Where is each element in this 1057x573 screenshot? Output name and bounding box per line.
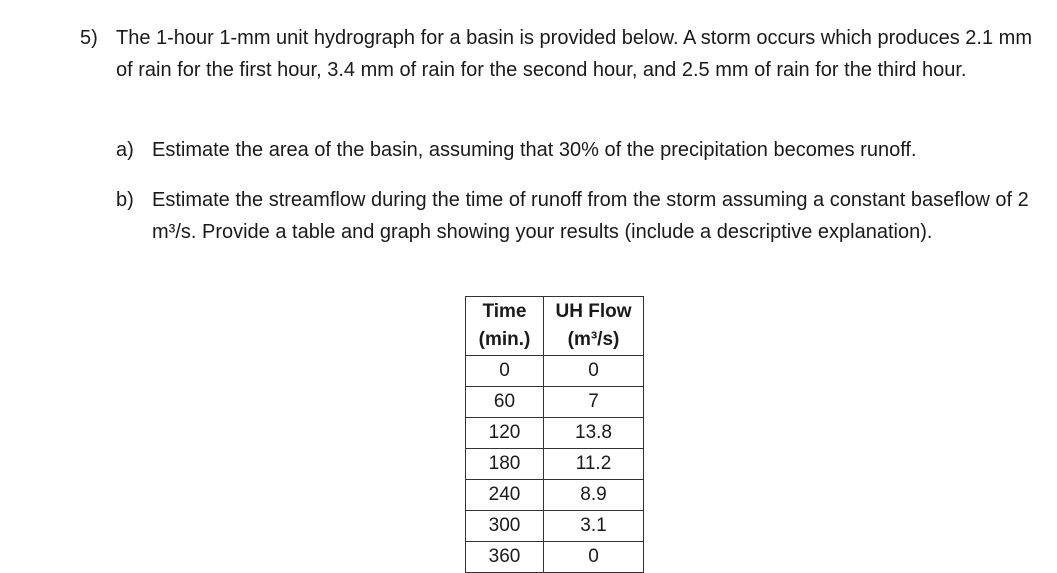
question-number: 5) [80,27,98,49]
table-row [466,449,644,480]
table-row [466,511,644,542]
table-row [466,480,644,511]
part-b [116,184,1036,248]
flow-cell: 11.2 [544,449,644,480]
part-a [116,134,1036,166]
flow-cell: 13.8 [544,418,644,449]
table-row [466,387,644,418]
header-time-title: Time [482,301,527,322]
part-a-text: Estimate the area of the basin, assuming that 30% of the precipitation becomes runoff. [152,139,917,161]
table-row [466,418,644,449]
time-cell: 60 [466,387,544,418]
time-cell: 0 [466,356,544,387]
header-time-unit: (min.) [478,329,531,350]
table-row [466,356,644,387]
part-b-label: b) [116,189,134,211]
unit-hydrograph-table [465,296,644,573]
flow-cell: 3.1 [544,511,644,542]
flow-cell: 0 [544,356,644,387]
flow-cell: 7 [544,387,644,418]
flow-cell: 8.9 [544,480,644,511]
time-cell: 120 [466,418,544,449]
question-row [80,22,1040,86]
time-cell: 360 [466,542,544,573]
header-time [466,297,544,356]
part-a-label: a) [116,139,134,161]
table-header-row [466,297,644,356]
flow-cell: 0 [544,542,644,573]
part-b-text: Estimate the streamflow during the time of runoff from the storm assuming a constant baseflow of 2 m³/s. Provide a table and graph showing your results (include a descriptive explanation). [152,189,1029,243]
question-5 [80,22,1040,86]
header-uh-flow-unit: (m³/s) [567,329,620,350]
time-cell: 300 [466,511,544,542]
time-cell: 180 [466,449,544,480]
header-uh-flow [544,297,644,356]
time-cell: 240 [466,480,544,511]
header-uh-flow-title: UH Flow [555,301,632,322]
question-text: The 1-hour 1-mm unit hydrograph for a basin is provided below. A storm occurs which produces 2.1 mm of rain for the first hour, 3.4 mm of rain for the second hour, and 2.5 mm of rain for the third hour. [116,27,1032,81]
